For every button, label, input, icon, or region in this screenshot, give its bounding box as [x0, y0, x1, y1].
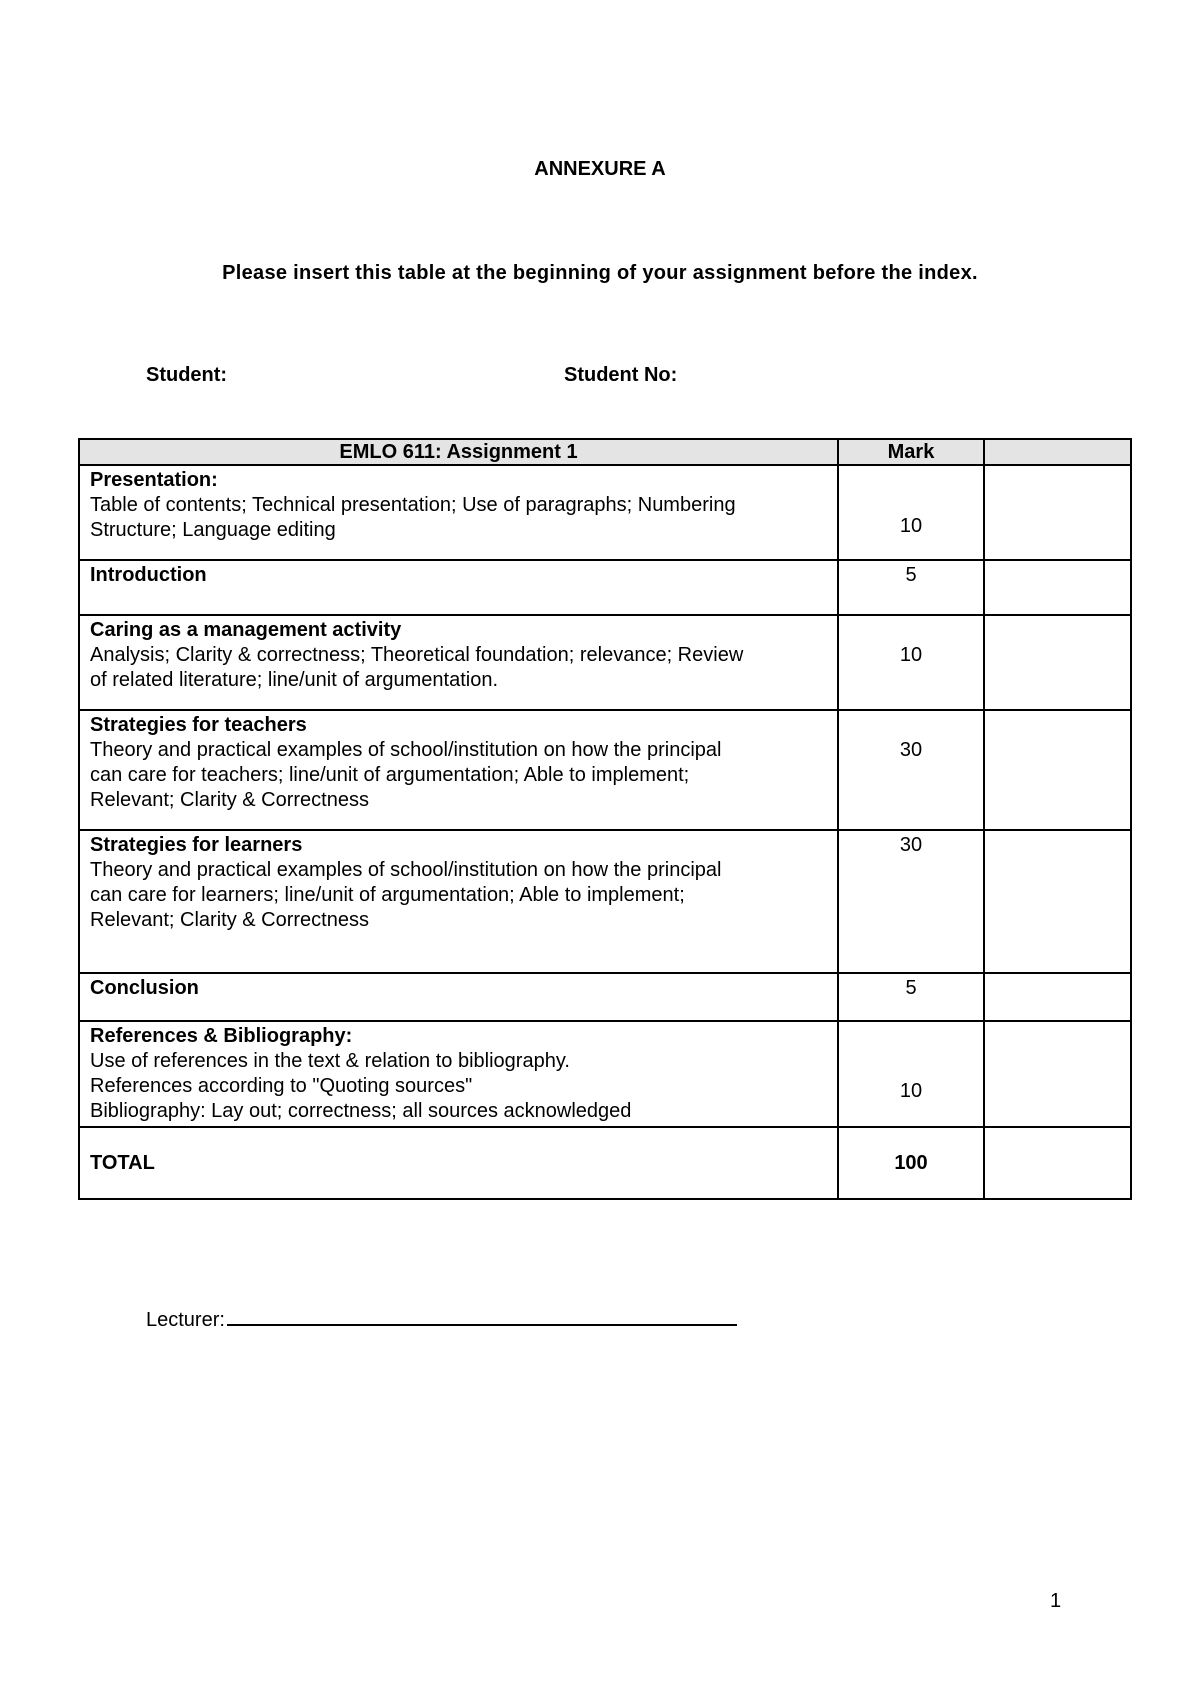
criterion-title: References & Bibliography: [90, 1025, 353, 1047]
score-cell[interactable] [984, 830, 1131, 973]
score-cell[interactable] [984, 973, 1131, 1021]
table-row [79, 973, 1131, 1021]
criterion-title: Conclusion [90, 977, 199, 999]
score-cell[interactable] [984, 560, 1131, 615]
criterion-description: Table of contents; Technical presentation; Use of paragraphs; Numbering Structure; Language editing [90, 494, 736, 541]
page-number: 1 [1050, 1590, 1062, 1612]
criterion-description: Theory and practical examples of school/institution on how the principal can care for teachers; line/unit of argumentation; Able to implement; Relevant; Clarity & Correctness [90, 739, 722, 811]
criterion-cell [79, 560, 838, 615]
criterion-description: Use of references in the text & relation to bibliography. References according to "Quoting sources" Bibliography: Lay out; correctness; all sources acknowledged [90, 1050, 632, 1122]
mark-cell: 30 [838, 830, 984, 973]
mark-cell: 10 [838, 465, 984, 560]
student-number-label: Student No: [564, 364, 678, 386]
lecturer-signature-field [146, 1306, 737, 1332]
column-header-criteria: EMLO 611: Assignment 1 [79, 439, 838, 465]
student-label: Student: [146, 364, 228, 386]
criterion-cell [79, 465, 838, 560]
total-label: TOTAL [79, 1127, 838, 1199]
score-cell[interactable] [984, 615, 1131, 710]
criterion-description: Theory and practical examples of school/institution on how the principal can care for learners; line/unit of argumentation; Able to implement; Relevant; Clarity & Correctness [90, 859, 722, 931]
instruction-text: Please insert this table at the beginning of your assignment before the index. [222, 262, 978, 284]
criterion-title: Strategies for learners [90, 834, 303, 856]
document-title: ANNEXURE A [534, 158, 666, 180]
lecturer-label: Lecturer: [146, 1309, 225, 1331]
total-row [79, 1127, 1131, 1199]
column-header-score [984, 439, 1131, 465]
mark-cell: 5 [838, 973, 984, 1021]
assessment-rubric-table [78, 438, 1132, 1200]
table-row [79, 830, 1131, 973]
mark-cell: 10 [838, 1021, 984, 1127]
criterion-cell [79, 830, 838, 973]
total-score-cell[interactable] [984, 1127, 1131, 1199]
mark-cell: 30 [838, 710, 984, 830]
criterion-cell [79, 710, 838, 830]
table-header-row [79, 439, 1131, 465]
total-mark: 100 [838, 1127, 984, 1199]
table-row [79, 465, 1131, 560]
score-cell[interactable] [984, 1021, 1131, 1127]
criterion-title: Presentation: [90, 469, 218, 491]
lecturer-signature-line[interactable] [227, 1306, 737, 1326]
criterion-cell [79, 615, 838, 710]
table-row [79, 710, 1131, 830]
score-cell[interactable] [984, 710, 1131, 830]
score-cell[interactable] [984, 465, 1131, 560]
criterion-cell [79, 1021, 838, 1127]
column-header-mark: Mark [838, 439, 984, 465]
table-row [79, 615, 1131, 710]
mark-cell: 10 [838, 615, 984, 710]
table-row [79, 1021, 1131, 1127]
table-row [79, 560, 1131, 615]
mark-cell: 5 [838, 560, 984, 615]
criterion-cell [79, 973, 838, 1021]
criterion-description: Analysis; Clarity & correctness; Theoretical foundation; relevance; Review of related literature; line/unit of argumentation. [90, 644, 744, 691]
criterion-title: Strategies for teachers [90, 714, 307, 736]
criterion-title: Introduction [90, 564, 207, 586]
criterion-title: Caring as a management activity [90, 619, 402, 641]
